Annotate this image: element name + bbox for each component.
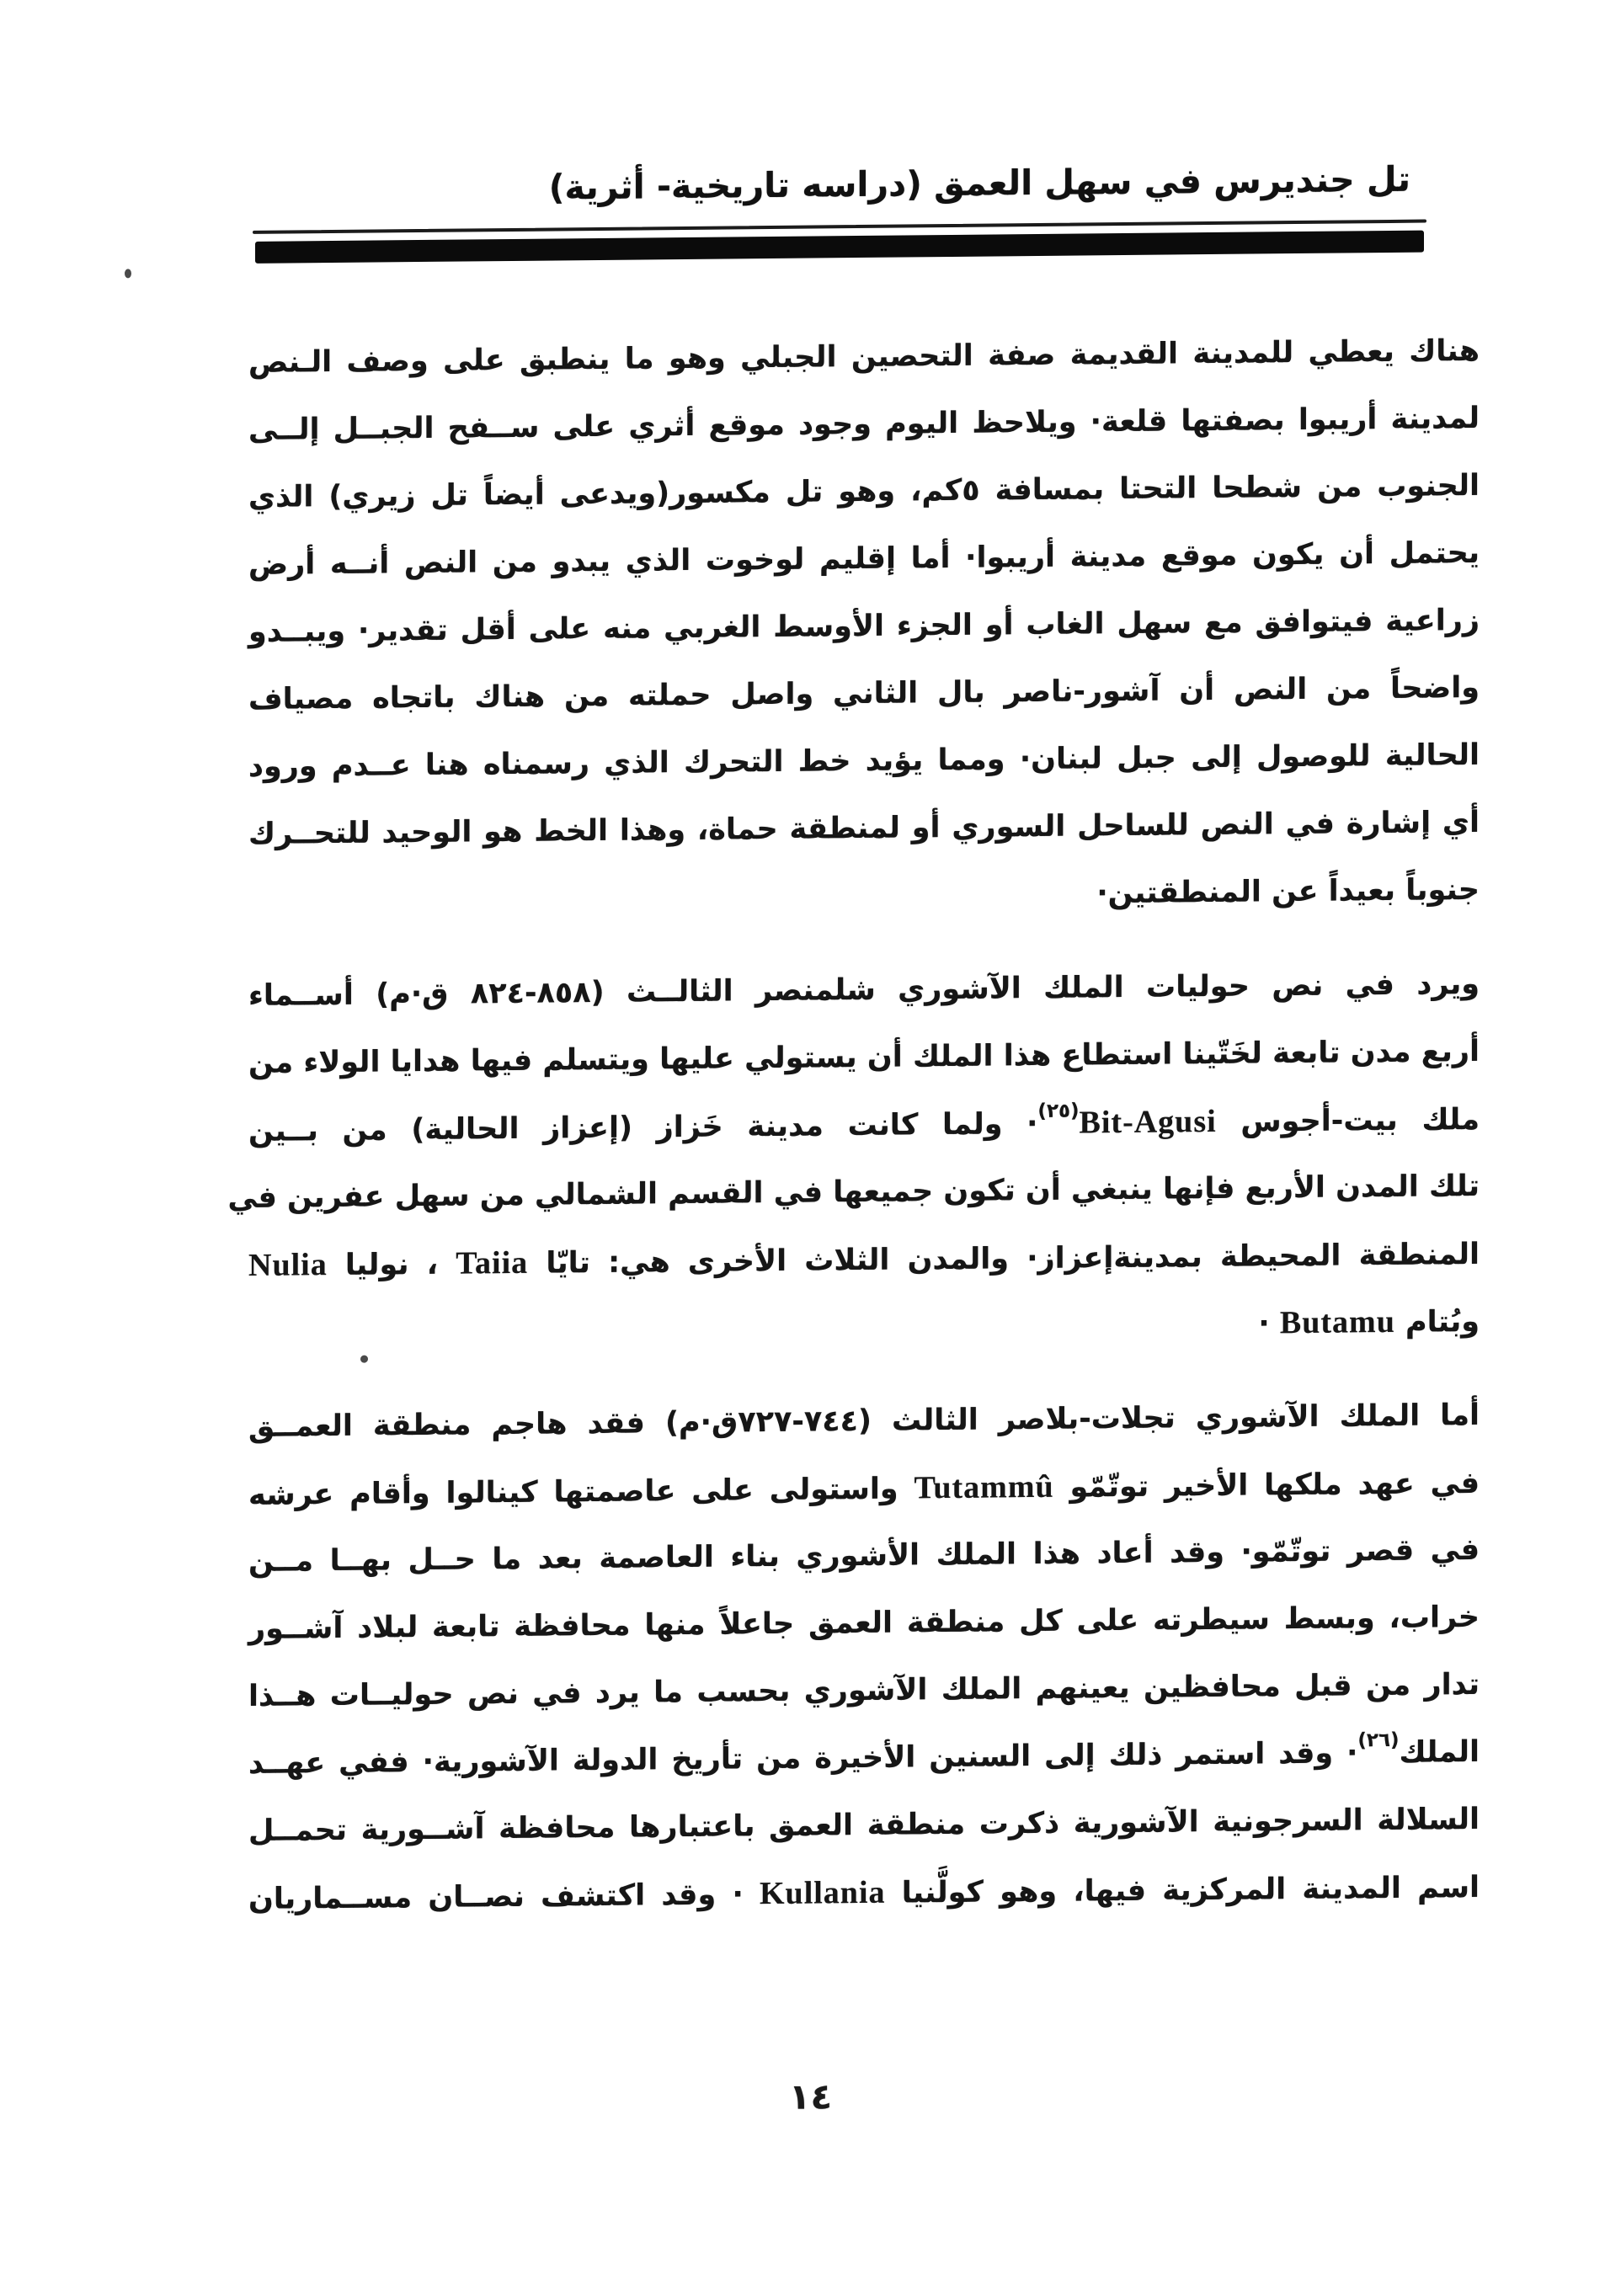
text-line xyxy=(248,1085,1480,1164)
text-line: السلالة السرجونية الآشورية ذكرت منطقة العمق باعتبارها محافظة آشــورية تحمــل xyxy=(248,1802,1480,1848)
text-line: أربع مدن تابعة لخَتّينا استطاع هذا الملك أن يستولي عليها ويتسلم فيها هدايا الولاء من xyxy=(248,1034,1480,1080)
footnote-ref: (٢٦) xyxy=(1357,1729,1400,1752)
footnote-ref: (٢٥) xyxy=(1037,1100,1080,1123)
paragraph xyxy=(248,317,1480,935)
latin-term: Kullania xyxy=(760,1874,886,1912)
arabic-text: وبُتام xyxy=(1394,1304,1480,1340)
text-line: زراعية فيتوافق مع سهل الغاب أو الجزء الأوسط الغربي منه على أقل تقدير· ويبــدو xyxy=(248,603,1480,649)
text-line: الجنوب من شطحا التحتا بمسافة ٥كم، وهو تل مكسور(ويدعى أيضاً تل زيري) الذي xyxy=(248,468,1480,514)
scan-artifact-dot xyxy=(125,269,131,278)
text-line xyxy=(248,1287,1480,1366)
arabic-text: · xyxy=(1258,1307,1280,1341)
arabic-text: · وقد استمر ذلك إلى السنين الأخيرة من تأريخ الدولة الآشورية· ففي عهــد xyxy=(248,1736,1358,1781)
text-line: جنوباً بعيداً عن المنطقتين· xyxy=(1096,872,1480,911)
arabic-text: المنطقة المحيطة بمدينةإعزاز· والمدن الثلاث الأخرى هي: تايّا xyxy=(528,1237,1480,1281)
latin-term: Tutammû xyxy=(914,1468,1054,1506)
latin-term: Butamu xyxy=(1279,1303,1395,1341)
text-line: هناك يعطي للمدينة القديمة صفة التحصين الجبلي وهو ما ينطبق على وصف الـنص xyxy=(248,333,1480,380)
text-line xyxy=(248,1718,1480,1798)
arabic-text: في عهد ملكها الأخير توتّمّو xyxy=(1053,1466,1480,1505)
header-underline-thick xyxy=(255,231,1424,264)
arabic-text: اسم المدينة المركزية فيها، وهو كولَّنيا xyxy=(885,1870,1480,1910)
text-line: تدار من قبل محافظين يعينهم الملك الآشوري بحسب ما يرد في نص حوليــات هــذا xyxy=(248,1667,1480,1713)
text-line: خراب، وبسط سيطرته على كل منطقة العمق جاعلاً منها محافظة تابعة لبلاد آشــور xyxy=(248,1600,1480,1646)
paragraph xyxy=(248,1382,1480,1932)
text-line: أما الملك الآشوري تجلات-بلاصر الثالث (٧٤٤-٧٢٧ق·م) فقد هاجم منطقة العمــق xyxy=(248,1398,1480,1444)
page-title: تل جنديرس في سهل العمق (دراسه تاريخية- أثرية) xyxy=(548,158,1410,208)
arabic-text: · ولما كانت مدينة خَزاز (إعزاز الحالية) من بــين xyxy=(248,1106,1038,1148)
arabic-text: واستولى على عاصمتها كينالوا وأقام عرشه xyxy=(248,1472,914,1512)
paragraph xyxy=(227,951,1480,1366)
text-line: في قصر توتّمّو· وقد أعاد هذا الملك الأشوري بناء العاصمة بعد ما حــل بهــا مــن xyxy=(248,1532,1480,1579)
text-line xyxy=(248,1220,1480,1299)
latin-term: Bit-Agusi xyxy=(1079,1103,1217,1141)
text-line: ويرد في نص حوليات الملك الآشوري شلمنصر الثالــث (٨٥٨-٨٢٤ ق·م) أســماء xyxy=(248,967,1480,1013)
document-body xyxy=(227,317,1480,1932)
text-line: الحالية للوصول إلى جبل لبنان· ومما يؤيد خط التحرك الذي رسمناه هنا عــدم ورود xyxy=(248,738,1480,784)
latin-term: Nulia xyxy=(248,1247,328,1283)
text-line: تلك المدن الأربع فإنها ينبغي أن تكون جميعها في القسم الشمالي من سهل عفرين في xyxy=(227,1169,1480,1216)
text-line: لمدينة أريبوا بصفتها قلعة· ويلاحظ اليوم وجود موقع أثري على ســفح الجبــل إلــى xyxy=(248,401,1480,447)
arabic-text: · وقد اكتشف نصــان مســماريان xyxy=(248,1878,760,1916)
text-line: واضحاً من النص أن آشور-ناصر بال الثاني واصل حملته من هناك باتجاه مصياف xyxy=(248,670,1480,717)
text-line xyxy=(248,1853,1480,1932)
arabic-text: الملك xyxy=(1399,1734,1480,1770)
text-line: أي إشارة في النص للساحل السوري أو لمنطقة حماة، وهذا الخط هو الوحيد للتحــرك xyxy=(248,805,1480,851)
text-line xyxy=(248,1449,1480,1528)
latin-term: Taiia xyxy=(456,1244,529,1281)
scan-artifact-dot xyxy=(360,1356,368,1363)
page-number: ١٤ xyxy=(788,2075,833,2118)
arabic-text: ، نوليا xyxy=(327,1247,456,1283)
text-line: يحتمل أن يكون موقع مدينة أريبوا· أما إقليم لوخوت الذي يبدو من النص أنــه أرض xyxy=(248,535,1480,582)
arabic-text: ملك بيت-أجوس xyxy=(1216,1102,1480,1139)
